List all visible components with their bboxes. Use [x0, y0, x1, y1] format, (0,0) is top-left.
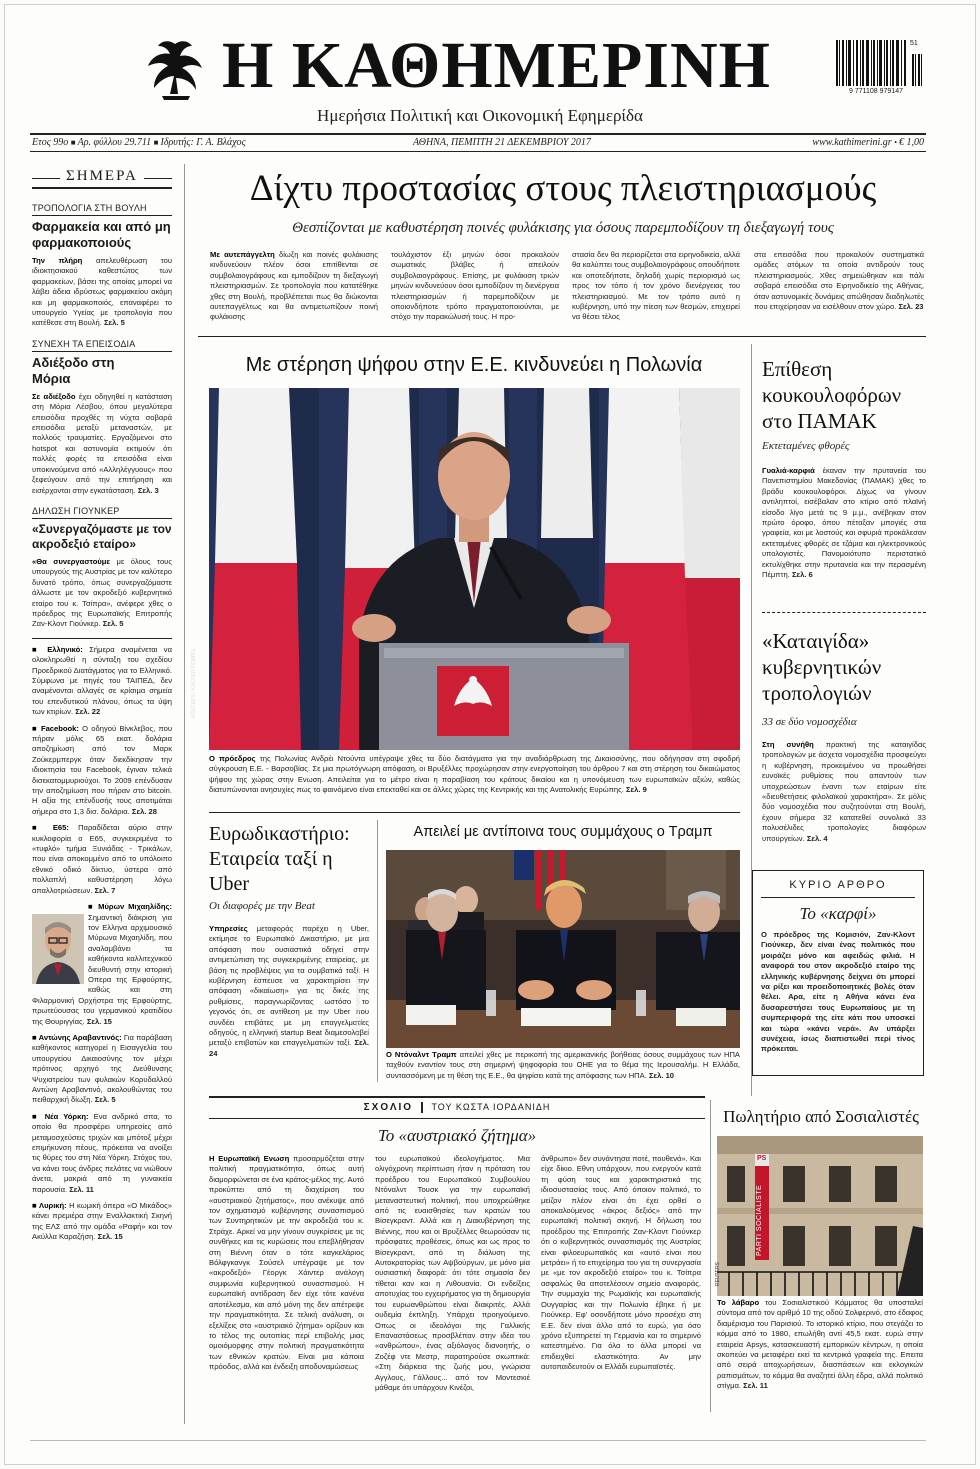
page-ref: Σελ. 11 — [69, 1184, 94, 1194]
trump-photo-credit: REUTERS / JONATHAN ERNST — [356, 967, 362, 1040]
sidebar-item-lead: Σε αδιέξοδο — [32, 391, 76, 401]
square-bullet-icon: ■ — [88, 902, 99, 912]
uber-body: Υπηρεσίες μεταφοράς παρέχει η Uber, εκτίμησε το Ευρωπαϊκό Δικαστήριο, με μια απόφαση που ουσιαστικά οδηγεί στην αντιμετώπιση της συγκεκριμένης εταιρείας, με βάση τις προβλέψεις για τα συμβατικά ταξί. Η κυβέρνηση έσπευσε να χαρακτηρίσει την απόφαση «δικαίωση» για τις δικές της ρυθμίσεις, παραγνωρίζοντας ωστόσο το γεγονός ότι, σε αντίθεση με την Uber που συνδέει επιβάτες με μη επαγγελματίες οδηγούς, η ελληνική startup Beat διαμεσολαβεί μεταξύ επιβατών και επαγγελματιών ταξί. Σελ. 24 — [209, 924, 369, 1058]
page-ref: Σελ. 7 — [94, 885, 116, 895]
uber-lead: Υπηρεσίες — [209, 924, 248, 933]
storm-headline[interactable]: «Καταιγίδα» κυβερνητικών τροπολογιών — [762, 629, 882, 705]
brief-text: Για παράβαση καθήκοντος κατηγορεί η Εισαγγελία του υπουργείου Δικαιοσύνης τον μέχρι πρότινος αρχηγό της Διεύθυνσης Ψυχιατρείου των φυλακών Κορυδαλλού Αντώνη Αραβαντινό, ακολουθώντας του πειθαρχική δίωξη. — [32, 1032, 172, 1105]
square-bullet-icon: ■ — [153, 138, 161, 147]
caption-lead: Ο Ντόναλντ Τραμπ — [386, 1050, 457, 1059]
sidebar-divider — [184, 164, 185, 1424]
brief-aravantinos[interactable] — [32, 1033, 172, 1106]
brief-opera[interactable] — [32, 1201, 172, 1243]
square-bullet-icon: ■ — [32, 1111, 45, 1121]
sidebar-heading: ΣΗΜΕΡΑ — [60, 168, 144, 185]
page-ref: Σελ. 5 — [102, 619, 124, 629]
socialists-sign-ps: PS — [757, 1155, 767, 1162]
uber-top-rule — [209, 812, 740, 813]
square-bullet-icon: ■ — [32, 1201, 40, 1211]
infobar-price: € 1,00 — [899, 137, 924, 148]
brief-lead: Ελληνικό: — [47, 644, 83, 654]
lead-lead: Με αυτεπάγγελτη — [210, 250, 275, 259]
brief-lead: Νέα Υόρκη: — [44, 1111, 89, 1121]
sidebar-item-title: Αδιέξοδο στη Μόρια — [32, 354, 115, 386]
uber-headline[interactable]: Ευρωδικαστήριο: Εταιρεία ταξί η Uber — [209, 823, 350, 895]
brief-lead: Μύρων Μιχαηλίδης: — [98, 902, 172, 912]
brief-text: Σήμερα αναμένεται να ολοκληρωθεί η σύνταξη του σχεδίου Προεδρικού Διατάγματος για το Ελληνικό. Σύμφωνα με πηγές του ΤΑΙΠΕΔ, δεν αναμένονται αλλαγές σε κρίσιμα σημεία του επενδυτικού πλάνου, όπως τα ύψη των κτιρίων. — [32, 644, 172, 717]
storm-body: Στη συνήθη πρακτική της καταιγίδας τροπολογιών με άσχετα νομοσχέδια προσφεύγει η κυβέρνηση, προκειμένου να προωθήσει ευνοϊκές ρυθμίσεις που απαντούν των υποχρεώσεων έναντι των εταίρων είτε «διευθετήσεις φιλολαϊκού χαρακτήρα». Σε μόλις δύο νομοσχέδια που συζητούνται στη Βουλή, έχουν σήμερα 32 κατατεθεί συνολικά 33 πολυσέλιδες τροπολογίες διαφόρων υπουργείων. Σελ. 4 — [762, 740, 926, 843]
commentary-body — [209, 1154, 705, 1414]
uber-deck: Οι διαφορές με την Beat — [209, 900, 315, 912]
storm-lead: Στη συνήθη — [762, 740, 814, 749]
page-ref: Σελ. 10 — [648, 1070, 675, 1080]
infobar-bottom-rule — [30, 151, 926, 152]
poland-headline[interactable]: Με στέρηση ψήφου στην Ε.Ε. κινδυνεύει η Πολωνία — [245, 354, 703, 376]
lead-deck: Θεσπίζονται με καθυστέρηση ποινές φυλάκισης για όσους παρεμποδίζουν τη διεξαγωγή τους — [292, 220, 834, 236]
lead-col-4: στα επεισόδια που προκαλούν συστηματικά ομάδες ατόμων τα οποία αντιδρούν τους πλειστηριασμούς. Χθες σημειώθηκαν και πάλι σοβαρά επεισόδια στο Ειρηνοδικείο της Αθήνας, όταν αστυνομικές δυνάμεις απώθησαν διαδηλωτές που επιχείρησαν να εισέλθουν στον χώρο. Σελ. 23 — [754, 250, 924, 312]
socialists-sign-text: PARTI SOCIALISTE — [756, 1184, 763, 1256]
sidebar — [32, 168, 172, 1438]
sidebar-item-lead: «Θα συνεργαστούμε — [32, 556, 111, 566]
pamak-headline[interactable]: Επίθεση κουκουλοφόρων στο ΠΑΜΑΚ — [762, 357, 902, 433]
commentary-title[interactable]: Το «αυστριακό ζήτημα» — [377, 1126, 537, 1145]
poland-photo[interactable] — [191, 388, 740, 750]
masthead-title: Η ΚΑΘΗΜΕΡΙΝΗ — [222, 29, 771, 102]
socialists-headline[interactable]: Πωλητήριο από Σοσιαλιστές — [723, 1107, 919, 1126]
socialists-caption — [717, 1298, 923, 1392]
brief-elliniko[interactable] — [32, 645, 172, 718]
brief-lead: Λυρική: — [39, 1201, 67, 1211]
caption-lead: Ο πρόεδρος — [209, 754, 256, 763]
trump-caption — [386, 1050, 740, 1081]
sidebar-item-kicker: ΔΗΛΩΣΗ ΓΙΟΥΝΚΕΡ — [32, 505, 120, 516]
square-bullet-icon: ■ — [32, 823, 53, 833]
page-ref: Σελ. 6 — [791, 570, 813, 580]
infobar-founder: Ιδρυτής: Γ. Α. Βλάχος — [160, 137, 246, 148]
sidebar-item-text: απελευθέρωση του ιδιοκτησιακού καθεστώτος των φαρμακείων, βάσει της οποίας μπορεί να λάβει άδεια ιδρύσεως φαρμακείου ακόμη και μη φαρμακοποιός, επαναφέρει το υπουργείο Υγείας με τροπολογία που κατέθεσε στη Βουλή. — [32, 256, 172, 328]
sidebar-item-text: έχει οδηγηθεί η κατάσταση στη Μόρια Λέσβου, όπου μεγαλύτερα επεισόδια προχθές τη νύχτα σοβαρά επεισόδια μεταξύ μεταναστών, με πολλούς τραυματίες. Εργαζόμενοι στο hotspot και αστυνομία εκτιμούν ότι πολλές φορές τα επεισόδια είναι υποκινούμενα από «Αλληλέγγυους» που ξεφεύγουν από την επιτήρηση και εισέρχονται στην εγκατάσταση. — [32, 391, 172, 495]
square-bullet-icon: ■ — [32, 1032, 39, 1042]
trump-photo[interactable] — [356, 850, 740, 1048]
lead-bottom-rule — [198, 336, 926, 337]
page-ref: Σελ. 11 — [743, 1381, 768, 1391]
caption-lead: Το λάβαρο — [717, 1298, 760, 1307]
caption-text: της Πολωνίας Ανδρέι Ντούντα υπέγραψε χθες τα δύο διατάγματα για την αναδιάρθρωση της Δικαιοσύνης, που οδήγησαν στη σφοδρή σύγκρουση Ε.Ε. - Βαρσοβίας. Σε μια πρωτόγνωρη απόφαση, οι Βρυξέλλες προχώρησαν στην ενεργοποίηση του άρθρου 7 και στη στέρηση του δικαιώματος ψήφου της χώρας στην Ενωση. Απειλείται για το μέτρο είναι η παραβίαση του κράτους δικαίου και η υπονόμευση των ευρωπαϊκών αξιών, καθώς διατυπώνονται ανησυχίες πως το φαινόμενο είναι επεκταθεί και σε άλλες χώρες της Κεντρικής και της Ανατολικής Ευρώπης. — [209, 754, 740, 795]
pamak-deck: Εκτεταμένες φθορές — [762, 440, 850, 452]
commentary-author: ΤΟΥ ΚΩΣΤΑ ΙΟΡΔΑΝΙΔΗ — [431, 1102, 551, 1112]
barcode-number: 9 771108 979147 — [849, 88, 903, 95]
commentary-top-rule — [209, 1096, 705, 1098]
commentary-col-1: Η Ευρωπαϊκή Ενωση προσαρμόζεται στην πολιτική πραγματικότητα, όπως αυτή διαμορφώνεται σε ένα κράτος-μέλος της. Αυτό προκύπτει από τη διαχείριση του «αυστριακού ζητήματος», που ανέκυψε από τον σχηματισμό κυβέρνησης συνασπισμού των Συντηρητικών με την ακροδεξιά του κ. Στράχε. Αρκεί να μην γίνουν συγκρίσεις με τις συνθήκες και τις κυρώσεις που επεβλήθησαν στη Βιέννη όταν ο τότε καγκελάριος Βόλφγκανγκ Σούσελ υπέγραψε με τον «ακροδεξιό» Γέοργκ Χάιντερ ανάλογη συμφωνία κυβερνητικού συνασπισμού. Η ευρωπαϊκή αντίδραση δεν είχε τότε κανένα αποτέλεσμα, και από μόνη της δεν απέτρεψε την πραγματικότητα. Σε τελική ανάλυση, οι εξελίξεις στο «αυστριακό ζήτημα» ορίζουν και το τέλος της ουτοπίας περί επιβολής μιας ομοιόμορφης στην πολιτική πραγματικότητα των εθνικών κρατών. Είναι μια κάποια πρόοδος, αλλά και ένδειξη αποδυναμώσεως — [209, 1154, 364, 1372]
caption-text: του Σοσιαλιστικού Κόμματος θα υποσταλεί σύντομα από τον αριθμό 10 της οδού Σολφερινό, στο έδαφος διαμέρισμα του Παρισιού. Το ιστορικό κτίριο, που στεγάζει το κόμμα από το 1980, επωλήθη αντί 45,5 εκατ. ευρώ στην εταιρεία Apsys, κατασκευαστή εμπορικών κέντρων, η οποία σκοπεύει να μεταφέρει εκεί τα κεντρικά γραφεία της. Επειτα από σειρά αποχωρήσεων, διασπάσεων και εκλογικών ραπισμάτων, το κόμμα θα αναζητεί άλλη έδρα, αλλά πολιτικό στίγμα. — [717, 1298, 923, 1391]
lead-col-1: Με αυτεπάγγελτη δίωξη και ποινές φυλάκισης κινδυνεύουν πλέον όσοι επιτίθενται σε συμβολαιογράφους και εμποδίζουν τη διεξαγωγή πλειστηριασμών. Σε τροπολογία που κατατέθηκε χθες στη Βουλή, προβλέπεται πως θα διώκονται αυτεπαγγέλτως και θα αντιμετωπίζουν ποινή φυλάκισης — [210, 250, 378, 322]
socialists-photo-credit: REUTERS — [715, 1262, 721, 1286]
page-ref: Σελ. 23 — [898, 302, 924, 312]
sidebar-item-kicker: ΤΡΟΠΟΛΟΓΙΑ ΣΤΗ ΒΟΥΛΗ — [32, 203, 147, 213]
barcode-issue: 51 — [910, 40, 918, 47]
page-ref: Σελ. 22 — [75, 707, 101, 717]
commentary-lead: Η Ευρωπαϊκή Ενωση — [209, 1154, 290, 1163]
infobar — [32, 136, 924, 150]
sidebar-item-title: «Συνεργαζόμαστε με τον ακροδεξιό εταίρο» — [32, 521, 172, 551]
michailidis-portrait — [32, 914, 84, 984]
divider-bar — [421, 1102, 423, 1113]
page-ref: Σελ. 5 — [94, 1095, 116, 1105]
commentary-byline — [209, 1100, 705, 1115]
brief-e65[interactable] — [32, 823, 172, 896]
socialists-divider — [710, 1100, 711, 1412]
infobar-website[interactable]: www.kathimerini.gr — [812, 137, 892, 148]
sidebar-item-pharmacies[interactable] — [32, 203, 172, 329]
editorial-box — [752, 870, 924, 1076]
sidebar-item-juncker[interactable] — [32, 506, 172, 630]
page-ref: Σελ. 15 — [97, 1232, 123, 1242]
brief-text: Σημαντική διάκριση για τον Ελληνα αρχιμουσικό Μύρωνα Μιχαηλίδη, που αναλαμβάνει τα καθήκοντα καλλιτεχνικού διευθυντή στην ιστορική Οπερα της Ερφούρτης, καθώς και στη Φιλαρμονική Ορχήστρα της Ερφούρτης, πρωτεύουσας του γερμανικού κρατιδίου της Θουριγγίας. — [32, 912, 172, 1026]
page-bottom-rule — [30, 1440, 926, 1441]
commentary-col-2: του ευρωπαϊκού ιδεολογήματος. Μια ολιγόχρονη περίπτωση ήταν η πρόταση του προέδρου του Ευρωπαϊκού Συμβουλίου Ντόναλντ Τουσκ για την ευρωπαϊκή μεταναστευτική πολιτική, που υποχρεώθηκε από τις ευαισθησίες των κρατών του Βίσεγκραντ. Αλλά και η Διακυβέρνηση της Βιέννης, που και οι Βρυξέλλες θεωρούσαν τις πρόσφατες προθέσεις, όπως και ως προς το Βίσεγκραντ, από τη διάλυση της Αυτοκρατορίας των Αψβούργων, με μόνο μία ουσιαστική διαφορά: ότι τότε σημασία δεν τίθεται καν και η Λιθουανία. Οι ενδείξεις αποτυχίας του εγχειρήματος για τη δημιουργία του ευρωανθρώπου είναι διακριτές. Αλλά ουδεμία έκπληξη. Υπάρχει προηγούμενο. Οπως οι ιδεολόγοι της Γαλλικής Επαναστάσεως προσβλέπαν στην ιδέα του «ανθρώπου», ένας αξιόλογος διανοητής, ο Ζοζέφ ντε Μεστρ, παρατηρούσε σκωπτικά: «Στη διάρκεια της ζωής μου, γνώρισα Αγγλους, Γάλλους... από τον Μοντεσκιέ μάθαμε ότι υπάρχουν Κινέζοι, — [375, 1154, 530, 1392]
brief-text: Παραδίδεται αύριο στην κυκλοφορία ο Ε65, συγκεκριμένα το «τυφλό» τμήμα Ξυνιάδας - Τρικάλων, που είναι αποκομμένο από το υπόλοιπο εθνικό οδικό δίκτυο, ύστερα από πολλαπλή καθυστέρηση λόγω απαλλοτριώσεων. — [32, 823, 172, 895]
square-bullet-icon: • — [894, 138, 899, 147]
brief-text: Η κωμική όπερα «Ο Μικάδος» κάνει πρεμιέρα στην Εναλλακτική Σκηνή της ΕΛΣ από την ομάδα «Ραφή» και τον Ακύλλα Καραζήση. — [32, 1201, 172, 1242]
commentary-col-3: άνθρωπο» δεν συνάντησα ποτέ, πουθενά». Και είχε δίκιο. Εθνη υπάρχουν, που ενεργούν κατά τη φύση τους και χαρακτηριστικά της ιδιοσυστασίας τους. Από όποιον πολιτικό, το μείζον πλέον είναι ότι έχει ορθεί ο αποκαλούμενος «άκρος δεξιός» από την ευρωπαϊκή πολιτική σκηνή. Η δήλωση του προέδρου της Επιτροπής Ζαν-Κλοντ Γιούνκερ ότι ο κυβερνητικός συνασπισμός της Αυστρίας είναι φιλοευρωπαϊκός και «αυτό είναι που μετράει» ή το επιχείρημα του για τη συνεργασία με «με τον ακροδεξιό εταίρο» του κ. Τσίπρα ασφαλώς θα αποτελέσουν σημείο αναφοράς. Την συμμαχία της Ρωμαϊκής και ευρωπαϊκής Ουγγαρίας και την Πολωνία έβηκε ή με Γιούνκερ. Εφ' οσονδήποτε μόνο προσέχει στη Ε.Ε. δεν είναι άλλο από το ευρώ, για όσο χρόνο εξυπηρετεί τη Γερμανία και το σημερινό κατεστημένο. Για όλα το άλλα μπορεί να επιδειχθεί ελαστικότητα. Αν μην αυτοπαιδευτούν οι Ελλάδι ευρωπαϊστές. — [541, 1154, 701, 1372]
brief-facebook[interactable] — [32, 724, 172, 818]
lead-col-2: τουλάχιστον έξι μηνών όσοι προκαλούν σωματικές βλάβες ή απειλούν συμβολαιογράφους. Επίσης, με φυλάκιση τριών μηνών κινδυνεύουν όσοι εμποδίζουν τη διενέργεια πλειστηριασμών ή παρεμποδίζουν με οποιονδήποτε τρόπο πραγματοποιούνται, με στόχο την παρακώλυσή τους. Η προ- — [391, 250, 559, 322]
infobar-issue: Αρ. φύλλου 29.711 — [77, 137, 152, 148]
brief-lead: Ε65: — [52, 823, 69, 833]
pamak-lead: Γυαλιά-καρφιά — [762, 466, 815, 475]
editorial-heading: ΚΥΡΙΟ ΑΡΘΡΟ — [789, 879, 887, 891]
pamak-body: Γυαλιά-καρφιά έκαναν την πρυτανεία του Πανεπιστημίου Μακεδονίας (ΠΑΜΑΚ) χθες το βράδυ κουκουλοφόροι. Δίχως να γίνουν αντιληπτοί, εισέβαλαν στο κτίριο από πλαϊνή είσοδο λίγο μετά τις 9 μ.μ., ανέβηκαν στον πρώτο όροφο, όπου πέταξαν μπογιές στα γραφεία, και με λοστούς και σφυριά προκάλεσαν εκτεταμένες φθορές σε τζάμια και ηλεκτρονικούς υπολογιστές. Πανομοιότυπο περιστατικό εκτυλίχθηκε στην πρυτανεία και την περασμένη Πέμπτη. Σελ. 6 — [762, 466, 926, 580]
sidebar-item-text: με όλους τους υπουργούς της Αυστρίας με τον καλύτερο δυνατό τρόπο, όπως συνεργαζόμαστε άλλωστε με τον ακροδεξιό κυβερνητικό εταίρο του κ. Τσίπρα», ανέφερε χθες ο πρόεδρος της Ευρωπαϊκής Επιτροπής Ζαν-Κλοντ Γιούνκερ. — [32, 556, 172, 629]
brief-text: Ο οδηγού Βίνκλεβος, που πήραν μόλις 65 εκατ. δολάρια αποζημίωση από τον Μαρκ Ζούκερμπεργκ όταν διεκδίκησαν την ιδιοκτησία του Facebook, έγιναν τελικά δισεκατομμυριούχοι. Το 2009 επένδυσαν την αποζημίωση που πήραν στο bitcoin. Η αξία της επένδυσής τους αποτιμάται σήμερα στο 1,3 δισ. δολάρια. — [32, 723, 172, 816]
commentary-byline-rule — [209, 1118, 705, 1119]
square-bullet-icon: ■ — [70, 138, 78, 147]
infobar-website-price — [812, 136, 924, 150]
infobar-date: ΑΘΗΝΑ, ΠΕΜΠΤΗ 21 ΔΕΚΕΜΒΡΙΟΥ 2017 — [413, 137, 591, 148]
brief-lead: Αντώνης Αραβαντινός: — [38, 1032, 122, 1042]
sidebar-item-moria[interactable] — [32, 339, 172, 496]
square-bullet-icon: ■ — [32, 723, 41, 733]
infobar-year: Ετος 99ο — [32, 137, 69, 148]
page-ref: Σελ. 9 — [625, 785, 647, 795]
editorial-text: Ο πρόεδρος της Κομισιόν, Ζαν-Κλοντ Γιούνκερ, δεν είναι ένας πολιτικός που μοιράζει μόνο και αφειδώς φιλιά. Η αναφορά του στον ακροδεξιό εταίρο της ελληνικής κυβέρνησης δείχνει ότι μπορεί να ρίξει και προειδοποιητικές βολές όταν θέλει. Αρα, είτε η Αθήνα κάνει ένα δυσαρεστήσει τους Ευρωπαίους με τη συμπεριφορά της είτε κάτι που υποσκεί και τώρα «κάνει νερά». Αν υπάρξει συνέχεια, ίσως διαπιστωθεί περί τίνος πρόκειται. — [761, 930, 915, 1054]
trump-headline[interactable]: Απειλεί με αντίποινα τους συμμάχους ο Τραμπ — [413, 824, 713, 840]
page-ref: Σελ. 28 — [131, 806, 157, 816]
page-ref: Σελ. 3 — [137, 485, 159, 495]
lead-body — [210, 250, 926, 330]
poland-caption — [209, 754, 740, 796]
infobar-top-rule — [30, 133, 926, 135]
pamak-bottom-rule — [762, 612, 926, 613]
brief-michailidis[interactable] — [32, 902, 172, 1027]
lead-col-3: στασία δεν θα περιορίζεται στα ειρηνοδικεία, αλλά θα καλύπτει τους συμβολαιογράφους οπουδήποτε και οποτεδήποτε, δηλαδή χωρίς περιορισμό ως προς τον τόπο ή τον χρόνο διενέργειας του πλειστηριασμού. Με τον τρόπο αυτό η κυβέρνηση, υπό την πίεση των θεσμών, επιχειρεί να θέσει τέλος — [572, 250, 740, 322]
square-bullet-icon: ■ — [32, 644, 48, 654]
page-ref: Σελ. 24 — [209, 1038, 369, 1058]
page-ref: Σελ. 5 — [104, 318, 125, 328]
brief-lead: Facebook: — [40, 723, 79, 733]
storm-deck: 33 σε δύο νομοσχέδια — [762, 716, 857, 728]
masthead-subtitle: Ημερήσια Πολιτική και Οικονομική Εφημερίδα — [317, 106, 643, 125]
sidebar-item-kicker: ΣΥΝΕΧΗ ΤΑ ΕΠΕΙΣΟΔΙΑ — [32, 338, 136, 349]
brief-text: Ενα ανδρικό σπα, το οποίο θα προσφέρει υπηρεσίες από μεταμοσχεύσεις τριχών και μπότοξ μέχρι επιμήκυνση πέους, πρόκειται να ανοίξει τις θύρες του στη Νέα Υόρκη. Στόχος του, να κάνει τους άνδρες πελάτες να νιώθουν άνετα, μακριά από τη γυναικεία παρουσία. — [32, 1111, 172, 1194]
sidebar-item-title: Φαρμακεία και από μη φαρμακοποιούς — [32, 219, 171, 250]
socialists-photo[interactable] — [717, 1136, 923, 1296]
sidebar-item-lead: Την πλήρη — [32, 256, 83, 265]
lead-headline[interactable]: Δίχτυ προστασίας στους πλειστηριασμούς — [249, 168, 877, 209]
caption-text: απειλεί χθες με περικοπή της αμερικανικής βοήθειας όσους συμμάχους των ΗΠΑ ταχθούν εναντίον τους στη σημερινή ψηφοφορία του ΟΗΕ για το θέμα της Ιερουσαλήμ. Η Ελλάδα, συντασσόμενη με τη θέση της Ε.Ε., θα ψηφίσει κατά της απόφασης των ΗΠΑ. — [386, 1050, 740, 1080]
poland-photo-credit: REUTERS / KACPER PEMPEL — [191, 647, 197, 718]
page-ref: Σελ. 4 — [806, 833, 828, 843]
commentary-label: ΣΧΟΛΙΟ — [363, 1102, 414, 1113]
editorial-title[interactable]: Το «καρφί» — [799, 904, 877, 923]
brief-new-york[interactable] — [32, 1112, 172, 1195]
page-ref: Σελ. 15 — [86, 1016, 112, 1026]
eagle-logo-icon — [140, 36, 210, 102]
uber-divider — [377, 820, 378, 1082]
